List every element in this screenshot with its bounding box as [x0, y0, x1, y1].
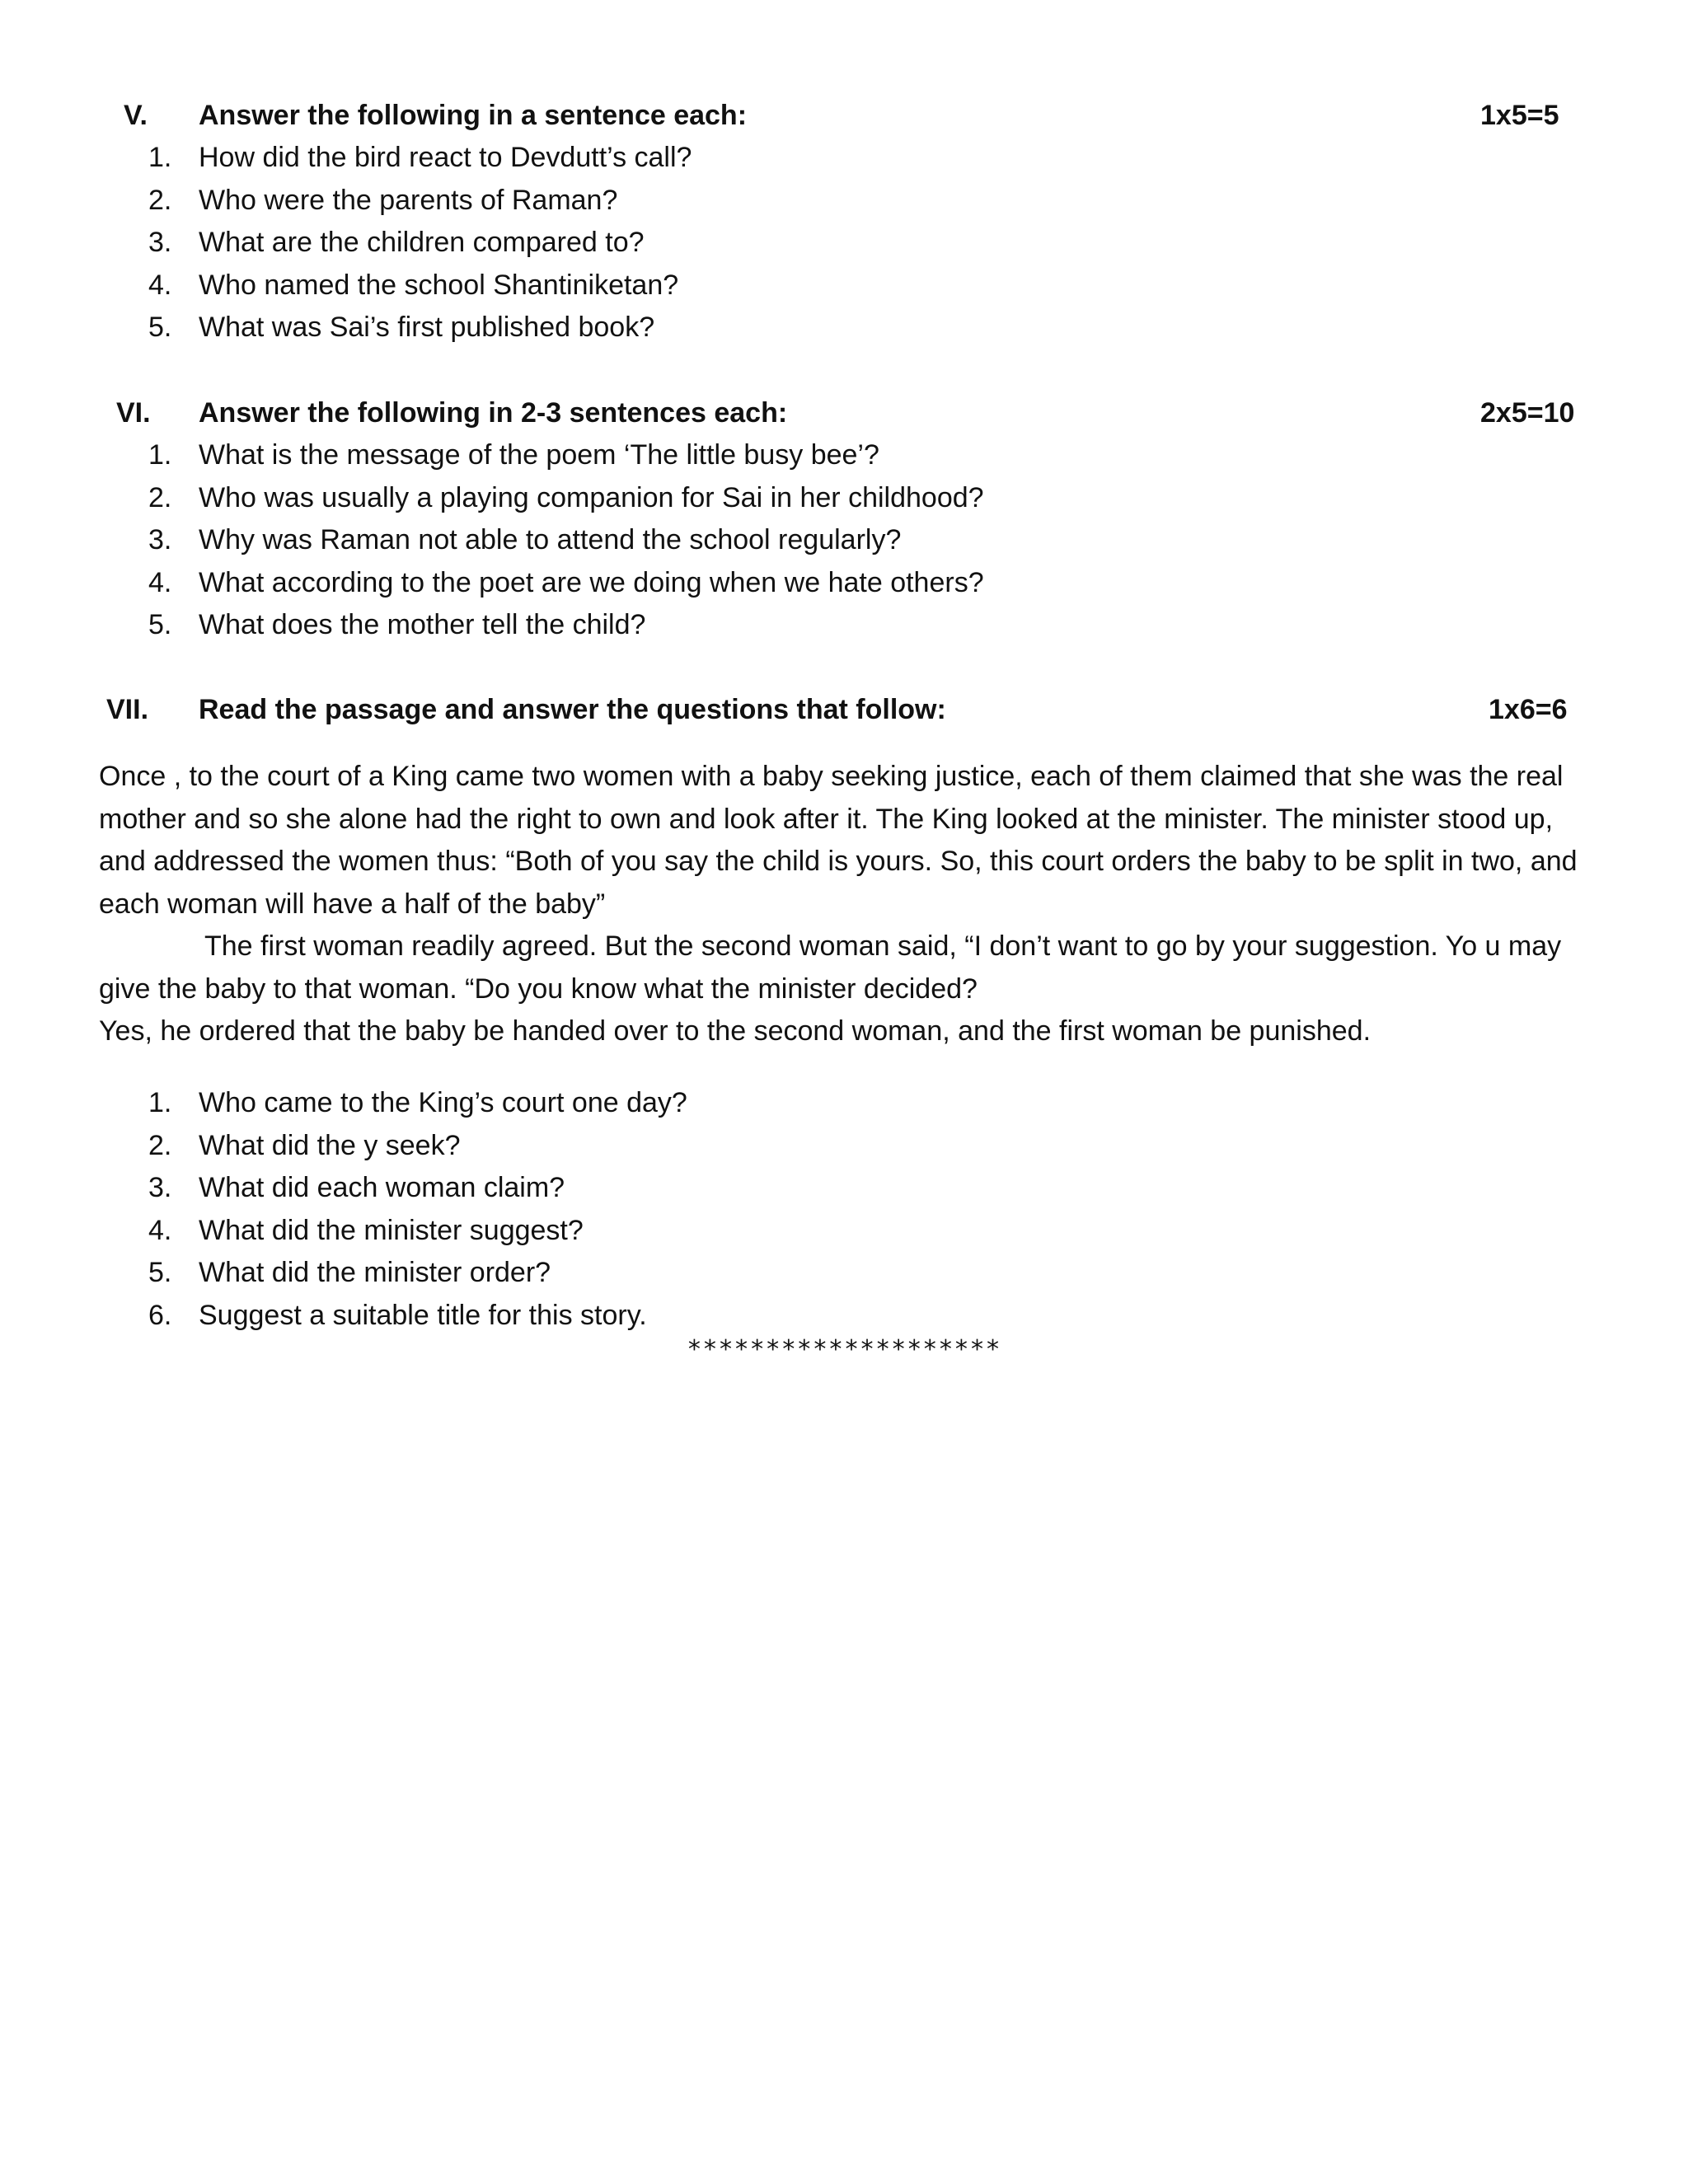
question-number: 2. — [148, 481, 172, 513]
section-v-header — [0, 94, 1688, 137]
end-of-paper-marker: ******************** — [687, 1335, 1001, 1364]
question-item — [0, 562, 1688, 605]
question-number: 1. — [148, 1087, 172, 1118]
section-vi-header — [0, 391, 1688, 434]
question-item — [0, 137, 1688, 180]
passage-paragraph: The first woman readily agreed. But the second woman said, “I don’t want to go by your suggestion. Yo u may give the baby to that woman. “Do you know what the minister decided? — [99, 930, 1562, 1005]
question-number: 2. — [148, 1129, 172, 1161]
question-item — [0, 307, 1688, 349]
question-text: What according to the poet are we doing when we hate others? — [199, 566, 984, 598]
question-text: Who were the parents of Raman? — [199, 184, 618, 216]
question-number: 4. — [148, 269, 172, 301]
question-item — [0, 1252, 1688, 1295]
question-item — [0, 265, 1688, 307]
question-item — [0, 222, 1688, 265]
section-instruction: Answer the following in a sentence each: — [199, 100, 748, 131]
question-text: What did the minister order? — [199, 1257, 551, 1288]
section-marks: 1x6=6 — [1489, 694, 1568, 725]
question-item — [0, 1167, 1688, 1210]
question-text: Suggest a suitable title for this story. — [199, 1299, 647, 1331]
question-text: What does the mother tell the child? — [199, 609, 646, 640]
section-vi-questions — [0, 434, 1688, 647]
question-text: What was Sai’s first published book? — [199, 312, 655, 343]
question-item — [0, 1210, 1688, 1253]
section-marks: 1x5=5 — [1480, 100, 1559, 131]
question-number: 1. — [148, 439, 172, 471]
question-number: 1. — [148, 142, 172, 173]
section-numeral: V. — [124, 100, 148, 131]
passage-paragraph: Once , to the court of a King came two women with a baby seeking justice, each of them claimed that she was the real mother and so she alone had the right to own and look after it. The King looked at the minister. The minister stood up, and addressed the women thus: “Both of you say the child is yours. So, this court orders the baby to be split in two, and each woman will have a half of the baby” — [99, 761, 1578, 920]
question-number: 4. — [148, 1214, 172, 1246]
question-text: Who came to the King’s court one day? — [199, 1087, 687, 1118]
section-instruction: Read the passage and answer the questions that follow: — [199, 694, 946, 725]
question-text: What did the minister suggest? — [199, 1214, 584, 1246]
question-item — [0, 434, 1688, 477]
question-number: 5. — [148, 1257, 172, 1288]
question-text: What did each woman claim? — [199, 1172, 565, 1203]
question-number: 3. — [148, 1172, 172, 1203]
question-item — [0, 180, 1688, 223]
question-number: 6. — [148, 1299, 172, 1331]
question-text: Why was Raman not able to attend the school regularly? — [199, 524, 902, 555]
section-numeral: VI. — [116, 397, 151, 429]
question-number: 3. — [148, 227, 172, 258]
question-number: 2. — [148, 184, 172, 216]
question-text: What did the y seek? — [199, 1129, 461, 1161]
question-text: What is the message of the poem ‘The little busy bee’? — [199, 439, 879, 471]
section-vii-header — [0, 688, 1688, 731]
question-number: 3. — [148, 524, 172, 555]
question-item — [0, 477, 1688, 520]
section-marks: 2x5=10 — [1480, 397, 1575, 429]
question-text: Who was usually a playing companion for Sai in her childhood? — [199, 481, 984, 513]
question-number: 5. — [148, 312, 172, 343]
question-item — [0, 1295, 1688, 1338]
question-number: 5. — [148, 609, 172, 640]
section-vii-questions — [0, 1082, 1688, 1337]
question-number: 4. — [148, 566, 172, 598]
passage-paragraph: Yes, he ordered that the baby be handed over to the second woman, and the first woman be punished. — [99, 1015, 1372, 1047]
question-item — [0, 1082, 1688, 1125]
section-instruction: Answer the following in 2-3 sentences each: — [199, 397, 788, 429]
section-numeral: VII. — [106, 694, 149, 725]
question-text: What are the children compared to? — [199, 227, 645, 258]
question-item — [0, 519, 1688, 562]
reading-passage — [99, 756, 1582, 1053]
section-v-questions — [0, 137, 1688, 349]
question-text: How did the bird react to Devdutt’s call? — [199, 142, 692, 173]
question-text: Who named the school Shantiniketan? — [199, 269, 679, 301]
question-item — [0, 604, 1688, 647]
question-item — [0, 1125, 1688, 1168]
